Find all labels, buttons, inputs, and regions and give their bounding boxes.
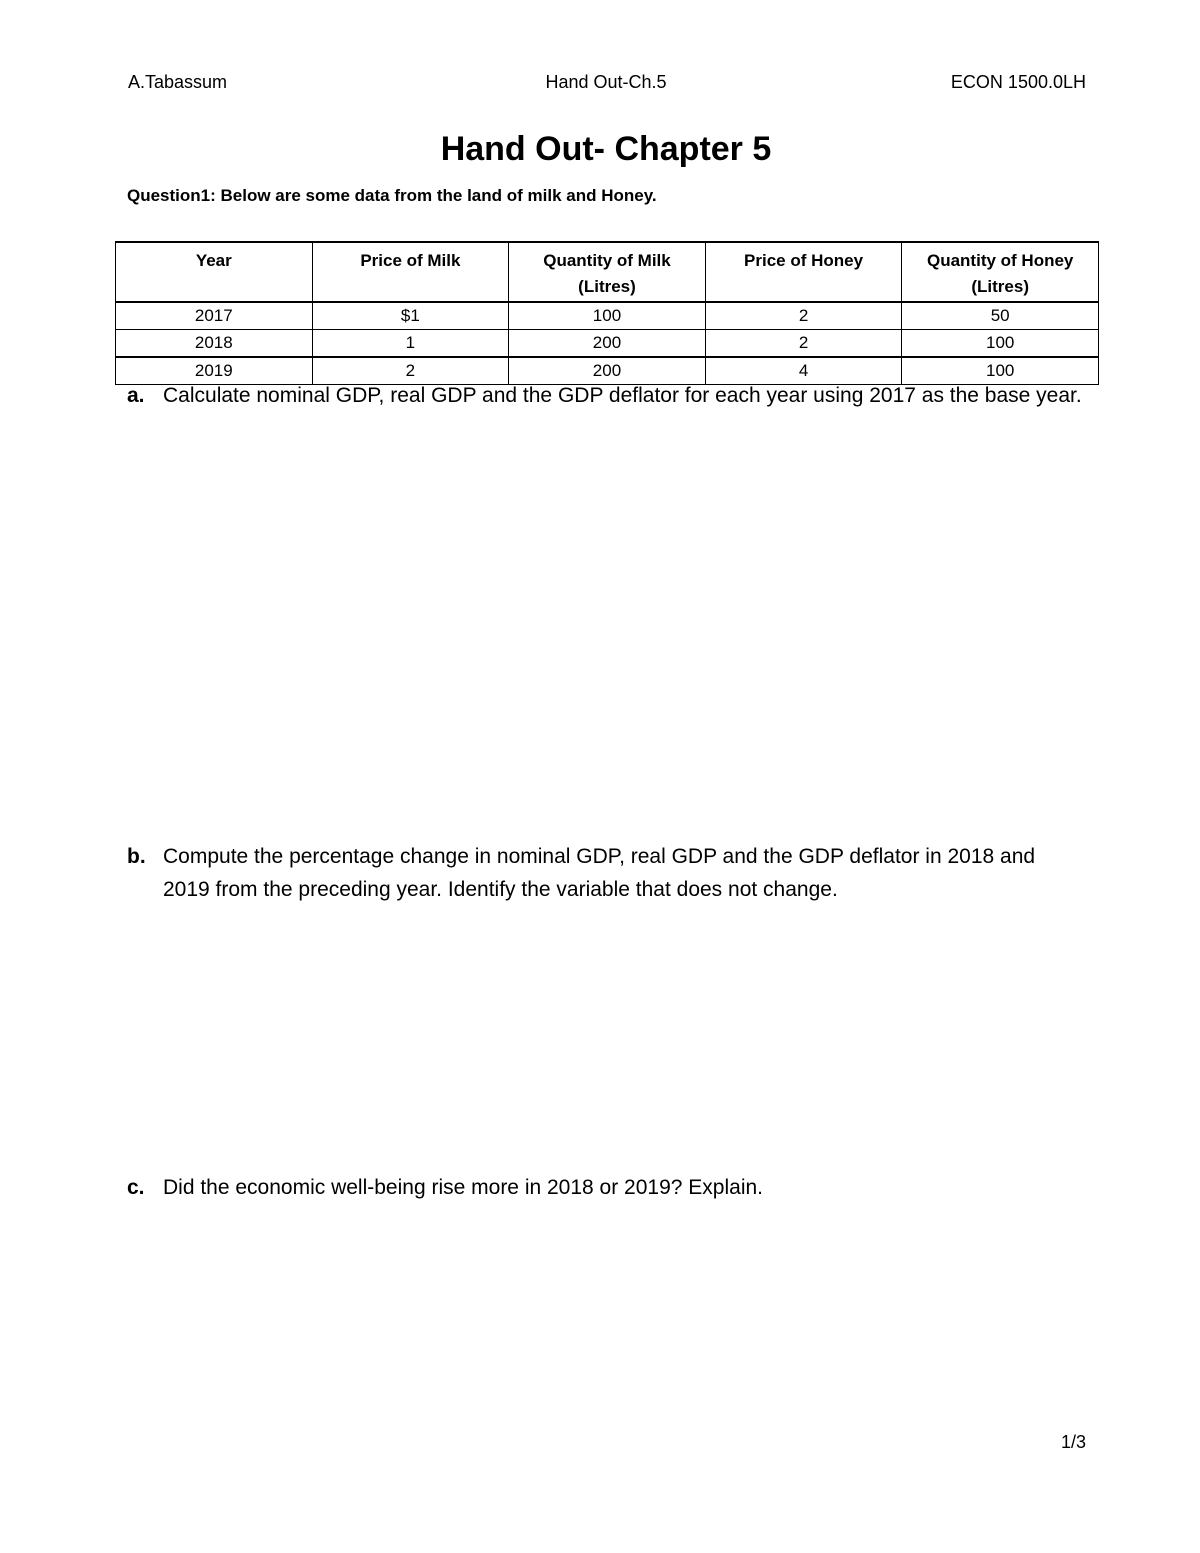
table-cell: 200 bbox=[509, 330, 706, 358]
header-year: Year bbox=[116, 242, 313, 302]
question-c-label: c. bbox=[127, 1176, 145, 1199]
page-header-title: Hand Out-Ch.5 bbox=[545, 72, 667, 92]
table-cell: 1 bbox=[312, 330, 509, 358]
data-table bbox=[115, 241, 1099, 385]
table-cell: 2017 bbox=[116, 302, 313, 330]
question-b-text: Compute the percentage change in nominal GDP, real GDP and the GDP deflator in 2018 and 2019 from the preceding year. Identify the variable that does not change. bbox=[163, 845, 1036, 901]
table-cell: 100 bbox=[902, 330, 1099, 358]
header-quantity-milk: Quantity of Milk (Litres) bbox=[509, 242, 706, 302]
question-c bbox=[127, 1171, 1087, 1204]
table-cell: 2019 bbox=[116, 357, 313, 385]
table-cell: 4 bbox=[705, 357, 902, 385]
header-price-milk: Price of Milk bbox=[312, 242, 509, 302]
question-c-text: Did the economic well-being rise more in 2018 or 2019? Explain. bbox=[163, 1176, 763, 1199]
table-cell: 100 bbox=[902, 357, 1099, 385]
table-cell: 200 bbox=[509, 357, 706, 385]
table-cell: 2018 bbox=[116, 330, 313, 358]
question-b-label: b. bbox=[127, 845, 146, 868]
question-intro: Question1: Below are some data from the land of milk and Honey. bbox=[127, 186, 657, 205]
table-cell: 2 bbox=[312, 357, 509, 385]
header-quantity-honey: Quantity of Honey (Litres) bbox=[902, 242, 1099, 302]
table-header-row bbox=[116, 242, 1099, 302]
table-cell: $1 bbox=[312, 302, 509, 330]
table-cell: 50 bbox=[902, 302, 1099, 330]
page-number: 1/3 bbox=[1060, 1432, 1086, 1452]
question-a bbox=[127, 379, 1087, 412]
table-cell: 2 bbox=[705, 330, 902, 358]
header-price-honey: Price of Honey bbox=[705, 242, 902, 302]
table-cell: 100 bbox=[509, 302, 706, 330]
page-header-course: ECON 1500.0LH bbox=[950, 72, 1086, 92]
question-a-text: Calculate nominal GDP, real GDP and the GDP deflator for each year using 2017 as the base year. bbox=[163, 384, 1082, 407]
table-cell: 2 bbox=[705, 302, 902, 330]
table-row bbox=[116, 302, 1099, 330]
page-header-author: A.Tabassum bbox=[128, 72, 228, 92]
question-b bbox=[127, 840, 1087, 906]
table-row bbox=[116, 330, 1099, 358]
document-title: Hand Out- Chapter 5 bbox=[440, 130, 772, 168]
question-a-label: a. bbox=[127, 384, 145, 407]
